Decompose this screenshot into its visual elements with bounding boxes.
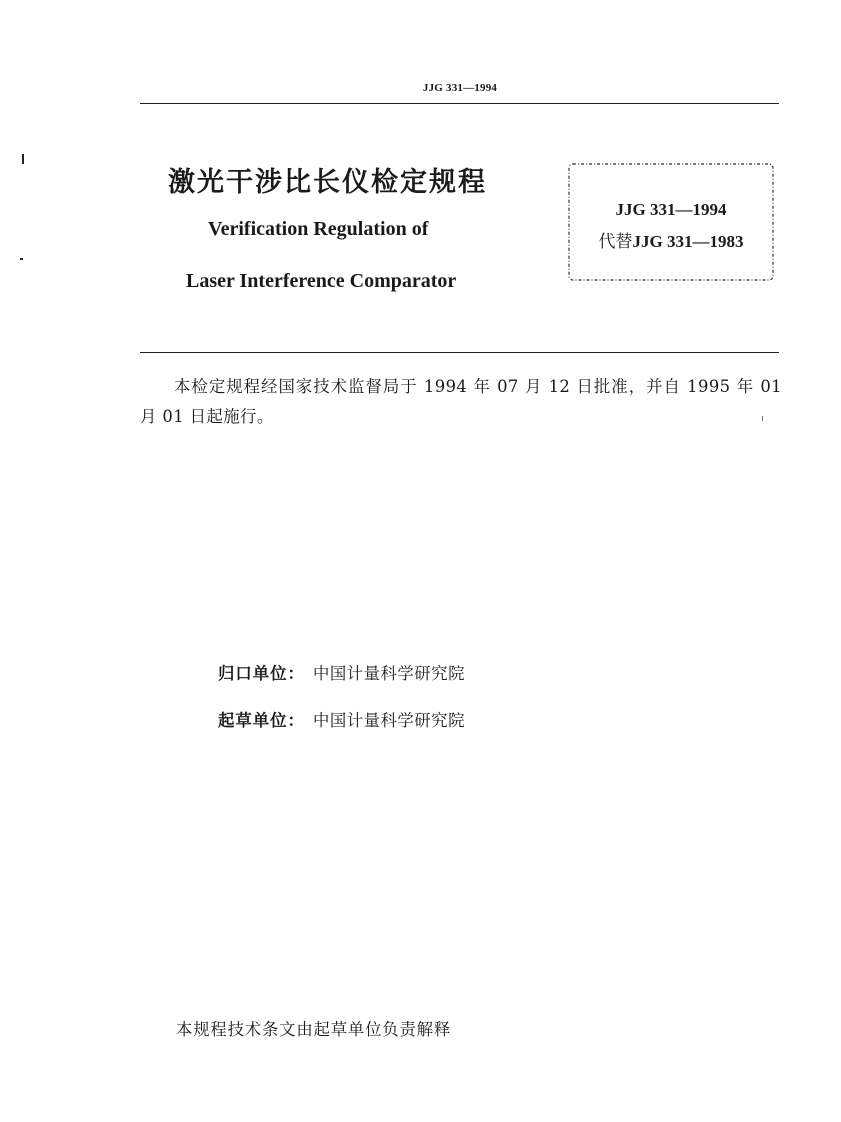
replaces-code <box>565 227 777 252</box>
interpretation-note: 本规程技术条文由起草单位负责解释 <box>176 1020 452 1039</box>
scan-speck <box>22 154 24 164</box>
responsible-unit-label: 归口单位： <box>218 664 305 683</box>
decorative-border <box>565 160 777 284</box>
standard-code-box <box>565 160 777 284</box>
responsible-unit-row <box>218 660 465 684</box>
approval-statement: 本检定规程经国家技术监督局于 1994 年 07 月 12 日批准，并自 1995 年 01 月 01 日起施行。 <box>140 377 782 426</box>
title-chinese: 激光干涉比长仪检定规程 <box>168 167 487 198</box>
title-english-line1: Verification Regulation of <box>208 218 429 240</box>
header-rule <box>140 103 779 104</box>
drafting-unit-label: 起草单位： <box>218 711 305 730</box>
replaced-standard-code: JJG 331—1983 <box>632 232 744 251</box>
header-standard-code: JJG 331—1994 <box>422 82 498 94</box>
responsible-unit-value: 中国计量科学研究院 <box>312 664 465 683</box>
drafting-unit-row <box>218 707 465 731</box>
title-english-line2: Laser Interference Comparator <box>186 270 457 292</box>
drafting-unit-value: 中国计量科学研究院 <box>312 711 465 730</box>
scan-speck <box>20 258 23 260</box>
scan-speck <box>762 416 763 421</box>
standard-code: JJG 331—1994 <box>615 200 727 219</box>
replaces-prefix: 代替 <box>598 232 633 251</box>
title-rule <box>140 352 779 353</box>
